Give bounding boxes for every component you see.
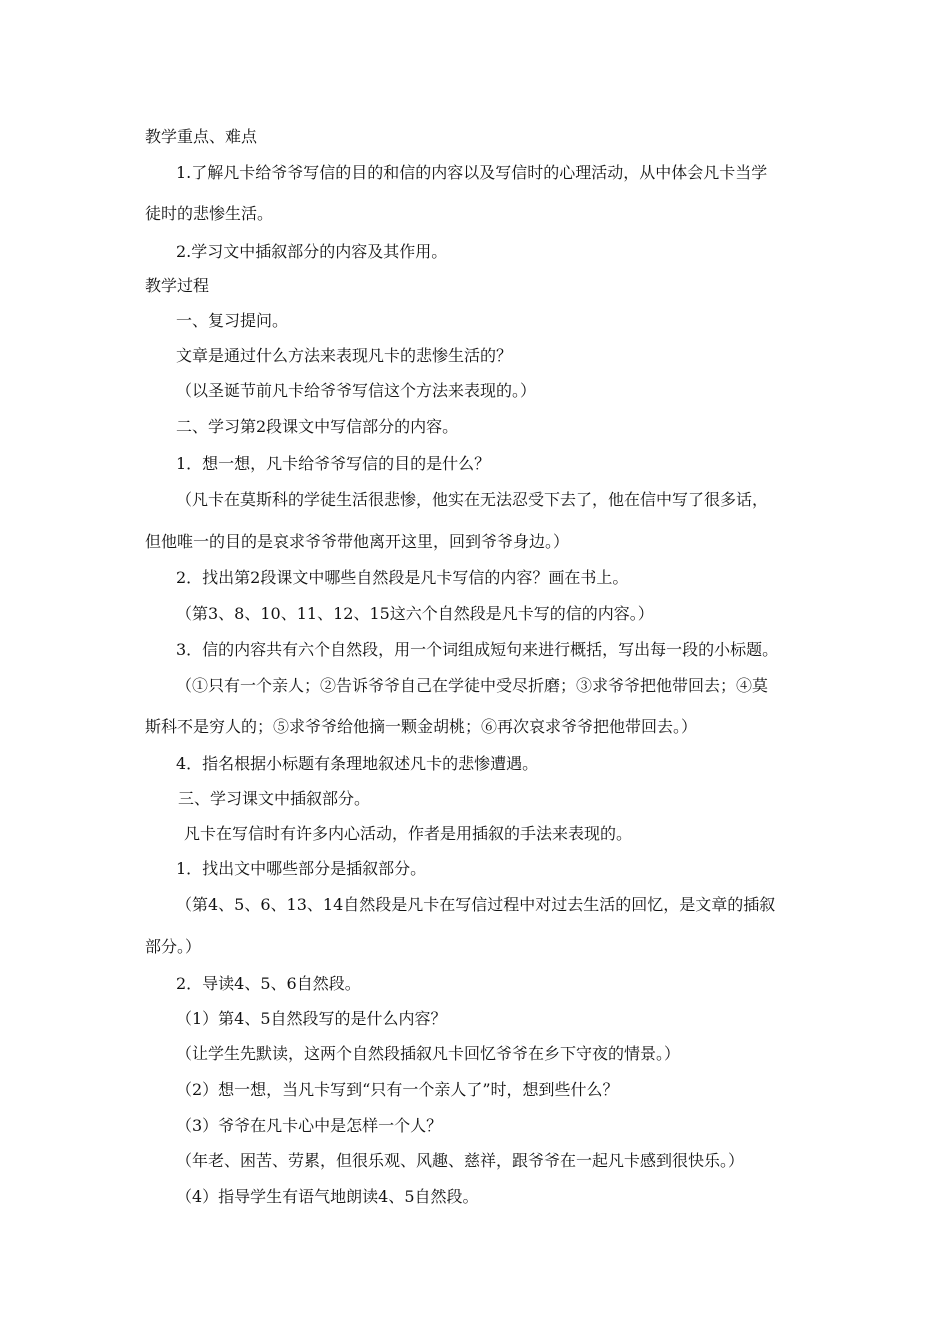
paragraph-line: （4）指导学生有语气地朗读4、5自然段。: [176, 1187, 479, 1206]
paragraph-line: （凡卡在莫斯科的学徒生活很悲惨，他实在无法忍受下去了，他在信中写了很多话，: [176, 490, 769, 509]
paragraph-line: （1）第4、5自然段写的是什么内容？: [176, 1009, 447, 1028]
paragraph-line: （年老、困苦、劳累，但很乐观、风趣、慈祥，跟爷爷在一起凡卡感到很快乐。）: [176, 1151, 745, 1170]
paragraph-line: （①只有一个亲人；②告诉爷爷自己在学徒中受尽折磨；③求爷爷把他带回去；④莫: [176, 676, 769, 695]
paragraph-line: 凡卡在写信时有许多内心活动，作者是用插叙的手法来表现的。: [184, 824, 633, 843]
heading-teaching-process: 教学过程: [145, 276, 210, 295]
section-heading: 二、学习第2段课文中写信部分的内容。: [176, 417, 459, 436]
paragraph-line: （3）爷爷在凡卡心中是怎样一个人？: [176, 1116, 443, 1135]
paragraph-line: （以圣诞节前凡卡给爷爷写信这个方法来表现的。）: [176, 381, 537, 400]
paragraph-line: 部分。）: [145, 937, 202, 956]
paragraph-line: 4．指名根据小标题有条理地叙述凡卡的悲惨遭遇。: [176, 754, 539, 773]
paragraph-line: 文章是通过什么方法来表现凡卡的悲惨生活的？: [176, 346, 513, 365]
paragraph-line: 斯科不是穷人的；⑤求爷爷给他摘一颗金胡桃；⑥再次哀求爷爷把他带回去。）: [145, 717, 698, 736]
paragraph-line: 1．找出文中哪些部分是插叙部分。: [176, 859, 427, 878]
section-heading: 一、复习提问。: [176, 311, 289, 330]
paragraph-line: 2．导读4、5、6自然段。: [176, 974, 361, 993]
paragraph-line: 3．信的内容共有六个自然段，用一个词组成短句来进行概括，写出每一段的小标题。: [176, 640, 779, 659]
heading-key-points: 教学重点、难点: [145, 127, 258, 146]
paragraph-line: 但他唯一的目的是哀求爷爷带他离开这里，回到爷爷身边。）: [145, 532, 570, 551]
paragraph-line: 1.了解凡卡给爷爷写信的目的和信的内容以及写信时的心理活动，从中体会凡卡当学: [176, 163, 768, 182]
paragraph-line: 2.学习文中插叙部分的内容及其作用。: [176, 242, 448, 261]
paragraph-line: （2）想一想，当凡卡写到“只有一个亲人了”时，想到些什么？: [176, 1080, 619, 1099]
paragraph-line: 徒时的悲惨生活。: [145, 204, 274, 223]
paragraph-line: （第4、5、6、13、14自然段是凡卡在写信过程中对过去生活的回忆，是文章的插叙: [176, 895, 776, 914]
section-heading: 三、学习课文中插叙部分。: [178, 789, 371, 808]
paragraph-line: 2．找出第2段课文中哪些自然段是凡卡写信的内容？画在书上。: [176, 568, 629, 587]
paragraph-line: （让学生先默读，这两个自然段插叙凡卡回忆爷爷在乡下守夜的情景。）: [176, 1044, 681, 1063]
paragraph-line: （第3、8、10、11、12、15这六个自然段是凡卡写的信的内容。）: [176, 604, 654, 623]
paragraph-line: 1．想一想，凡卡给爷爷写信的目的是什么？: [176, 454, 491, 473]
